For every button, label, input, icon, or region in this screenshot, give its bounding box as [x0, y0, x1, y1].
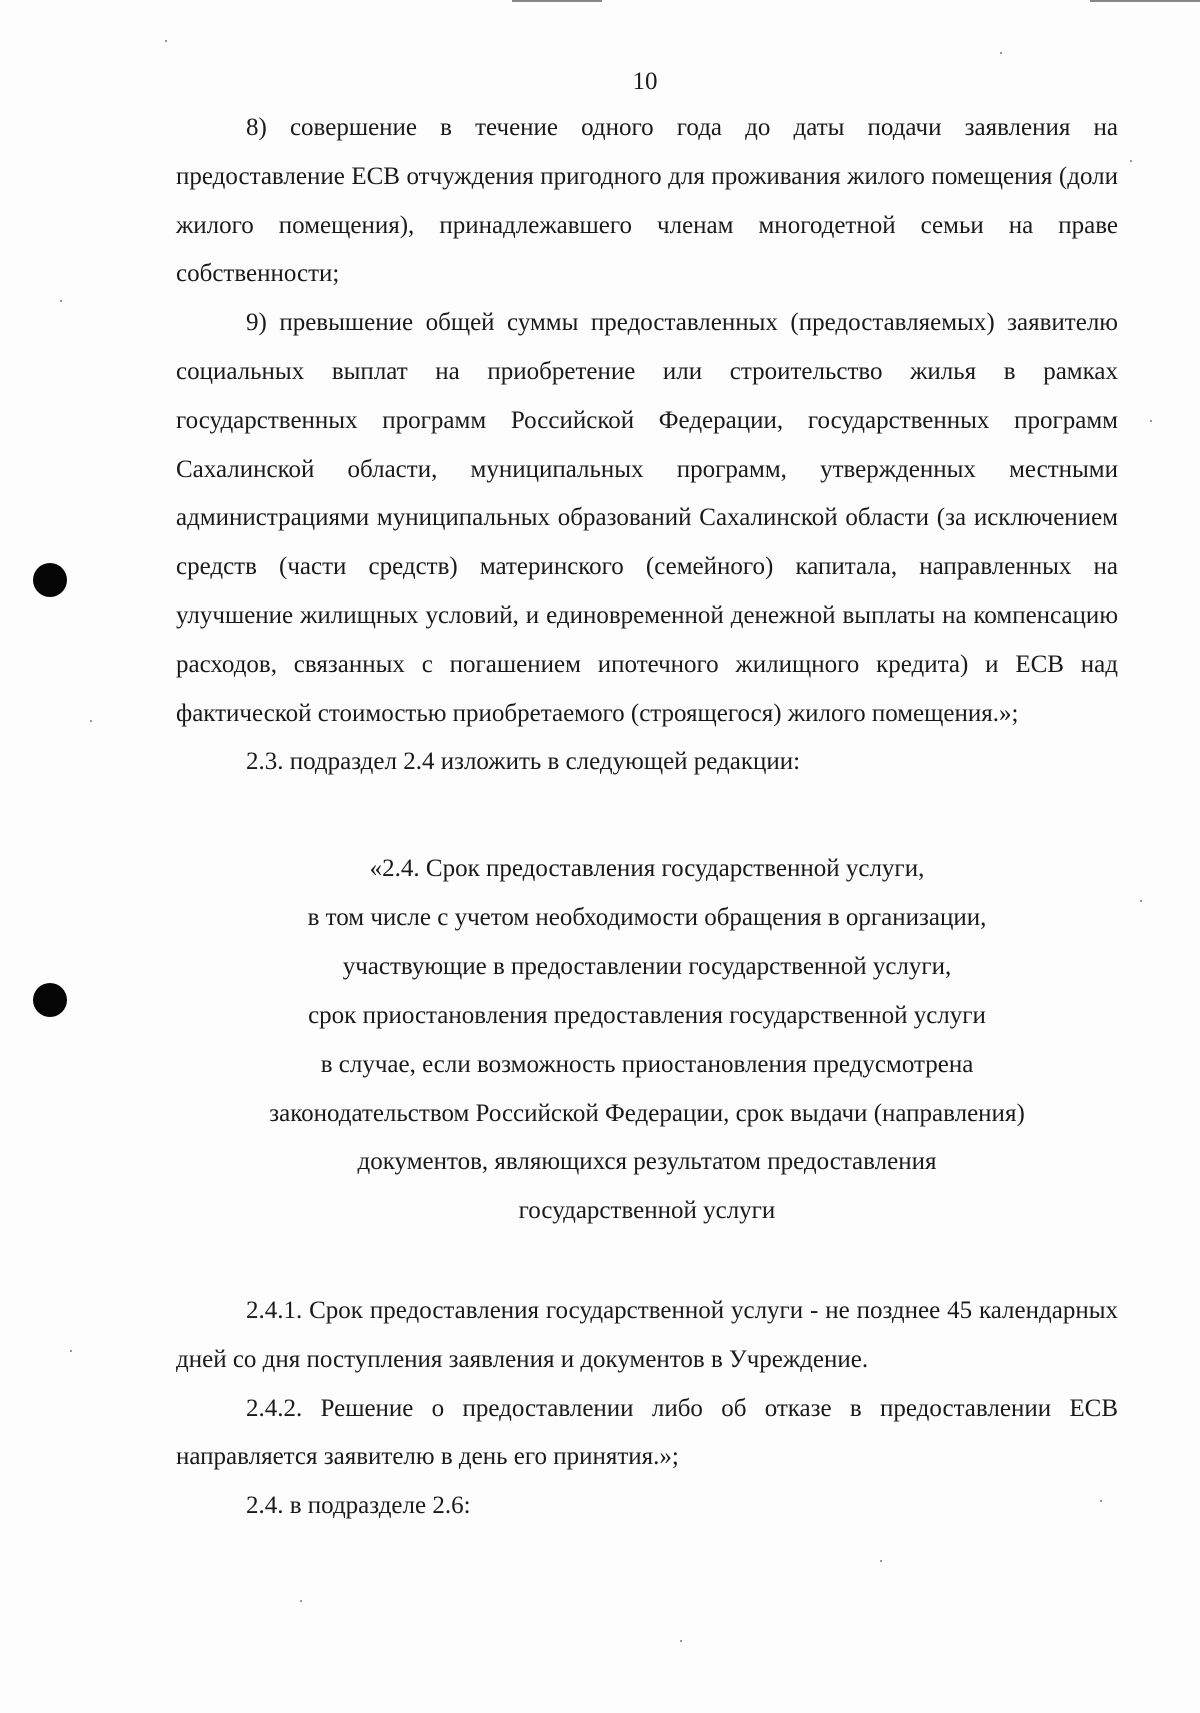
heading-line: в том числе с учетом необходимости обращения в организации, [307, 903, 987, 931]
scan-speck [300, 1600, 302, 1602]
paragraph-2-4-2: 2.4.2. Решение о предоставлении либо об отказе в предоставлении ЕСВ направляется заявителю в день его принятия.»; [176, 1394, 1118, 1471]
scan-speck [680, 1640, 682, 1642]
heading-line: участвующие в предоставлении государственной услуги, [342, 952, 952, 980]
heading-line: государственной услуги [518, 1197, 776, 1225]
scan-speck [1100, 1500, 1102, 1502]
punch-hole [33, 563, 67, 597]
scan-speck [1130, 160, 1132, 162]
scan-edge-mark [512, 0, 602, 2]
heading-line: документов, являющихся результатом предоставления [357, 1148, 937, 1176]
text-block-2 [176, 1287, 1118, 1531]
scan-speck [1150, 420, 1152, 422]
scan-speck [60, 300, 62, 302]
scan-speck [880, 1560, 882, 1562]
scan-speck [165, 40, 167, 42]
scan-edge-mark [1090, 0, 1200, 2]
section-heading-2-4 [176, 845, 1118, 1236]
heading-line: законодательством Российской Федерации, срок выдачи (направления) [269, 1099, 1025, 1127]
scan-speck [70, 1350, 72, 1352]
scan-speck [1000, 52, 1002, 54]
paragraph-2-4-1: 2.4.1. Срок предоставления государственной услуги - не позднее 45 календарных дней со дня поступления заявления и документов в Учреждение. [176, 1297, 1118, 1373]
heading-line: срок приостановления предоставления государственной услуги [308, 1001, 986, 1029]
scan-speck [1140, 900, 1142, 902]
heading-line: в случае, если возможность приостановления предусмотрена [320, 1050, 974, 1078]
paragraph-2-3: 2.3. подраздел 2.4 изложить в следующей редакции: [246, 748, 801, 776]
page-number: 10 [632, 68, 658, 95]
scan-speck [90, 720, 92, 722]
paragraph-2-4: 2.4. в подразделе 2.6: [246, 1492, 471, 1520]
paragraph-item-8: 8) совершение в течение одного года до даты подачи заявления на предоставление ЕСВ отчуждения пригодного для проживания жилого помещения (доли жилого помещения), принадлежавшего членам многодетной семьи на праве собственности; [176, 114, 1118, 288]
punch-hole [33, 983, 67, 1017]
paragraph-item-9: 9) превышение общей суммы предоставленных (предоставляемых) заявителю социальных выплат на приобретение или строительство жилья в рамках государственных программ Российской Федерации, государственных программ Сахалинской области, муниципальных программ, утвержденных местными администрациями муниципальных образований Сахалинской области (за исключением средств (части средств) материнского (семейного) капитала, направленных на улучшение жилищных условий, и единовременной денежной выплаты на компенсацию расходов, связанных с погашением ипотечного жилищного кредита) и ЕСВ над фактической стоимостью приобретаемого (строящегося) жилого помещения.»; [176, 309, 1118, 727]
heading-line: «2.4. Срок предоставления государственной услуги, [369, 855, 925, 882]
text-block-1 [176, 104, 1118, 787]
